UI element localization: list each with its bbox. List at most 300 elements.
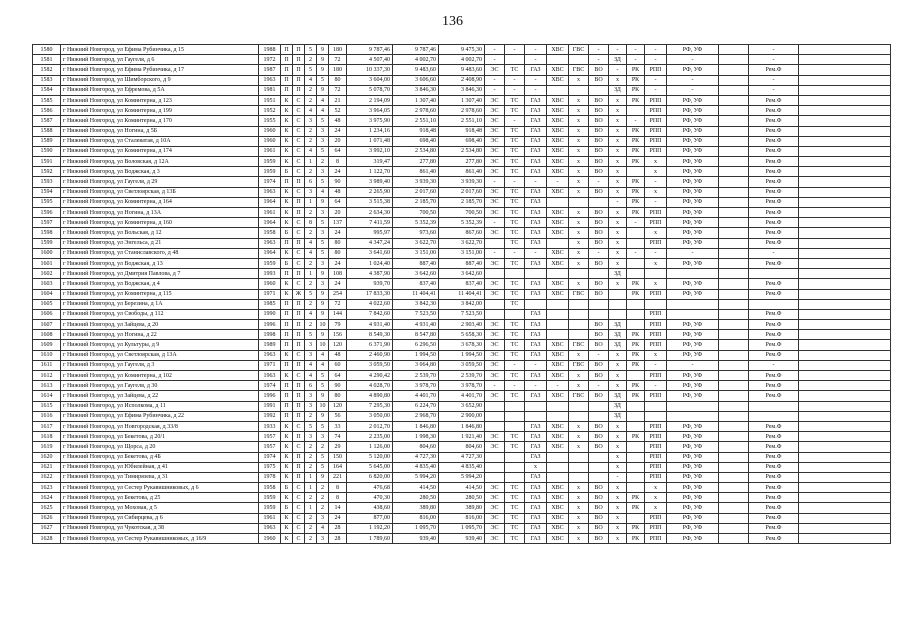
table-cell: ХВС: [547, 421, 569, 431]
table-cell: [569, 411, 589, 421]
table-cell: х: [645, 228, 667, 238]
table-cell: -: [749, 360, 799, 370]
table-cell: [799, 45, 891, 55]
table-cell: 3 641,60: [347, 248, 393, 258]
table-cell: Рем.Ф: [749, 116, 799, 126]
table-cell: К: [281, 248, 293, 258]
table-cell: 5 658,30: [439, 330, 485, 340]
table-cell: РФ, УФ: [667, 106, 719, 116]
table-cell: -: [627, 248, 645, 258]
table-cell: 3: [317, 126, 329, 136]
table-cell: 5: [317, 238, 329, 248]
table-cell: 4 931,40: [393, 320, 439, 330]
table-cell: Рем.Ф: [749, 65, 799, 75]
table-cell: 52: [329, 106, 347, 116]
page-number: 136: [442, 14, 463, 29]
table-cell: [719, 391, 749, 401]
table-cell: 1603: [33, 279, 61, 289]
table-cell: ТС: [505, 513, 525, 523]
table-cell: [719, 187, 749, 197]
table-cell: [627, 452, 645, 462]
table-cell: 816,00: [393, 513, 439, 523]
table-cell: 1961: [259, 208, 281, 218]
table-cell: ХВС: [547, 146, 569, 156]
table-cell: 1625: [33, 503, 61, 513]
table-cell: х: [609, 106, 627, 116]
table-cell: РФ, УФ: [667, 442, 719, 452]
table-cell: Рем.Ф: [749, 503, 799, 513]
table-row: [33, 146, 891, 156]
table-cell: 1608: [33, 330, 61, 340]
table-cell: 2 534,80: [393, 146, 439, 156]
table-cell: 1959: [259, 167, 281, 177]
table-cell: 7 295,30: [347, 401, 393, 411]
table-cell: 1963: [259, 371, 281, 381]
table-cell: РФ, УФ: [667, 391, 719, 401]
table-cell: г Нижний Новгород, ул Коминтерна, д 199: [61, 106, 259, 116]
table-cell: 1 998,30: [393, 432, 439, 442]
table-cell: -: [609, 472, 627, 482]
table-cell: -: [645, 55, 667, 65]
table-cell: -: [749, 75, 799, 85]
table-cell: [485, 401, 505, 411]
table-cell: ГАЗ: [525, 167, 547, 177]
table-cell: РПП: [645, 452, 667, 462]
table-cell: [627, 299, 645, 309]
table-cell: г Нижний Новгород, ул Щорса, д 20: [61, 442, 259, 452]
table-row: [33, 75, 891, 85]
table-cell: [799, 523, 891, 533]
table-cell: РК: [627, 289, 645, 299]
table-cell: [719, 177, 749, 187]
table-row: [33, 136, 891, 146]
table-cell: [719, 106, 749, 116]
table-cell: ХВС: [547, 350, 569, 360]
table-cell: [569, 55, 589, 65]
table-cell: РПП: [645, 136, 667, 146]
table-cell: 180: [329, 65, 347, 75]
table-cell: -: [589, 381, 609, 391]
table-cell: [719, 75, 749, 85]
table-cell: 1: [305, 157, 317, 167]
table-cell: Б: [281, 228, 293, 238]
table-cell: х: [569, 218, 589, 228]
table-row: [33, 493, 891, 503]
table-cell: г Нижний Новгород, ул Чукотская, д 38: [61, 523, 259, 533]
table-cell: 1 095,70: [439, 523, 485, 533]
table-cell: ХВС: [547, 483, 569, 493]
table-cell: [799, 228, 891, 238]
table-cell: х: [569, 432, 589, 442]
table-cell: ГАЗ: [525, 330, 547, 340]
table-cell: [799, 197, 891, 207]
table-cell: 698,40: [439, 136, 485, 146]
table-cell: [799, 340, 891, 350]
table-row: [33, 55, 891, 65]
table-cell: г Нижний Новгород, ул Воджская, д 13: [61, 258, 259, 268]
table-cell: х: [645, 279, 667, 289]
table-cell: 1582: [33, 65, 61, 75]
table-cell: х: [645, 483, 667, 493]
table-cell: ТС: [505, 289, 525, 299]
table-cell: 120: [329, 340, 347, 350]
table-cell: ВО: [589, 106, 609, 116]
table-cell: ВО: [589, 360, 609, 370]
table-cell: Рем.Ф: [749, 534, 799, 544]
table-cell: х: [569, 126, 589, 136]
table-cell: [569, 309, 589, 319]
table-cell: х: [609, 523, 627, 533]
table-cell: 1585: [33, 95, 61, 105]
table-cell: х: [569, 523, 589, 533]
table-cell: ГАЗ: [525, 503, 547, 513]
table-cell: 4: [305, 371, 317, 381]
table-cell: [589, 197, 609, 207]
table-cell: РК: [627, 350, 645, 360]
table-cell: 1959: [259, 503, 281, 513]
table-cell: [719, 299, 749, 309]
table-cell: г Нижний Новгород, ул Станиславского, д 48: [61, 248, 259, 258]
table-cell: х: [569, 503, 589, 513]
table-cell: -: [485, 248, 505, 258]
table-cell: ЗД: [609, 320, 627, 330]
table-cell: [667, 269, 719, 279]
table-cell: [505, 411, 525, 421]
table-cell: [627, 320, 645, 330]
table-cell: 1958: [259, 228, 281, 238]
table-cell: Рем.Ф: [749, 146, 799, 156]
table-cell: [547, 472, 569, 482]
table-cell: [667, 411, 719, 421]
table-cell: -: [589, 177, 609, 187]
table-cell: 254: [329, 289, 347, 299]
table-cell: ХВС: [547, 523, 569, 533]
table-cell: ВО: [589, 330, 609, 340]
table-cell: 2: [305, 85, 317, 95]
table-cell: ХВС: [547, 534, 569, 544]
table-cell: 2 551,10: [439, 116, 485, 126]
table-cell: 9: [317, 330, 329, 340]
table-cell: П: [281, 330, 293, 340]
table-cell: ГАЗ: [525, 340, 547, 350]
table-cell: 2 534,80: [439, 146, 485, 156]
table-cell: 1: [305, 503, 317, 513]
table-cell: РПП: [645, 534, 667, 544]
table-cell: РФ, УФ: [667, 116, 719, 126]
table-cell: 8 547,80: [393, 330, 439, 340]
table-cell: РК: [627, 146, 645, 156]
table-cell: [719, 309, 749, 319]
table-cell: 1 994,50: [439, 350, 485, 360]
table-cell: г Нижний Новгород, ул Воловская, д 12А: [61, 157, 259, 167]
table-cell: 2 539,70: [393, 371, 439, 381]
table-cell: ГАЗ: [525, 483, 547, 493]
table-cell: РФ, УФ: [667, 483, 719, 493]
table-cell: ТС: [505, 279, 525, 289]
table-cell: ГАЗ: [525, 136, 547, 146]
table-cell: ТС: [505, 228, 525, 238]
table-cell: [799, 157, 891, 167]
table-cell: 9: [317, 472, 329, 482]
table-cell: [485, 269, 505, 279]
table-cell: ЭС: [485, 371, 505, 381]
table-cell: 48: [329, 350, 347, 360]
table-cell: 28: [329, 534, 347, 544]
table-cell: [719, 65, 749, 75]
table-cell: [799, 218, 891, 228]
table-cell: 80: [329, 75, 347, 85]
table-cell: ХВС: [547, 167, 569, 177]
table-cell: 24: [329, 279, 347, 289]
table-cell: РФ, УФ: [667, 289, 719, 299]
table-cell: 8 549,30: [347, 330, 393, 340]
table-cell: [719, 534, 749, 544]
table-cell: Рем.Ф: [749, 513, 799, 523]
table-cell: х: [609, 208, 627, 218]
table-cell: РФ, УФ: [667, 258, 719, 268]
table-cell: 4 507,40: [347, 55, 393, 65]
table-cell: 918,48: [439, 126, 485, 136]
table-cell: 6 371,90: [347, 340, 393, 350]
table-cell: ВО: [589, 65, 609, 75]
table-cell: 1971: [259, 360, 281, 370]
table-cell: П: [293, 208, 305, 218]
table-cell: Рем.Ф: [749, 371, 799, 381]
table-cell: х: [609, 279, 627, 289]
table-cell: [719, 401, 749, 411]
table-cell: -: [667, 85, 719, 95]
table-cell: [799, 187, 891, 197]
table-cell: -: [505, 360, 525, 370]
table-cell: 1583: [33, 75, 61, 85]
table-cell: С: [293, 157, 305, 167]
table-cell: ТС: [505, 197, 525, 207]
table-cell: [719, 116, 749, 126]
table-cell: Рем.Ф: [749, 320, 799, 330]
table-cell: -: [485, 85, 505, 95]
table-row: [33, 177, 891, 187]
table-cell: РФ, УФ: [667, 513, 719, 523]
table-cell: 277,80: [393, 157, 439, 167]
table-cell: РПП: [645, 146, 667, 156]
table-cell: ТС: [505, 493, 525, 503]
table-cell: х: [569, 238, 589, 248]
table-cell: 2: [305, 208, 317, 218]
table-cell: П: [293, 452, 305, 462]
table-cell: [719, 95, 749, 105]
table-cell: 11 404,41: [393, 289, 439, 299]
table-cell: [719, 360, 749, 370]
table-cell: П: [281, 45, 293, 55]
table-cell: 3 604,00: [347, 75, 393, 85]
table-cell: ГАЗ: [525, 126, 547, 136]
table-cell: П: [293, 55, 305, 65]
table-cell: С: [293, 146, 305, 156]
table-cell: 4 028,70: [347, 381, 393, 391]
table-cell: [547, 309, 569, 319]
table-cell: [627, 421, 645, 431]
table-cell: ГАЗ: [525, 116, 547, 126]
table-cell: 1627: [33, 523, 61, 533]
table-cell: 6 820,00: [347, 472, 393, 482]
table-cell: Рем.Ф: [749, 523, 799, 533]
table-cell: [719, 421, 749, 431]
table-cell: ХВС: [547, 95, 569, 105]
table-cell: РФ, УФ: [667, 432, 719, 442]
table-cell: Рем.Ф: [749, 106, 799, 116]
table-cell: 56: [329, 411, 347, 421]
table-row: [33, 330, 891, 340]
table-cell: [645, 299, 667, 309]
table-cell: 3 975,90: [347, 116, 393, 126]
table-cell: 2: [305, 534, 317, 544]
table-cell: г Нижний Новгород, ул Свободы, д 112: [61, 309, 259, 319]
table-cell: [589, 452, 609, 462]
table-cell: [799, 126, 891, 136]
table-cell: ТС: [505, 320, 525, 330]
table-cell: П: [281, 299, 293, 309]
table-cell: Рем.Ф: [749, 157, 799, 167]
table-cell: ХВС: [547, 279, 569, 289]
table-cell: С: [293, 228, 305, 238]
table-cell: Рем.Ф: [749, 381, 799, 391]
table-cell: 1963: [259, 523, 281, 533]
table-cell: [569, 269, 589, 279]
table-cell: П: [293, 177, 305, 187]
table-cell: [505, 452, 525, 462]
table-cell: К: [281, 289, 293, 299]
table-cell: 2: [317, 493, 329, 503]
table-cell: РК: [627, 534, 645, 544]
table-cell: РК: [627, 208, 645, 218]
table-cell: ВО: [589, 391, 609, 401]
table-cell: Рем.Ф: [749, 218, 799, 228]
table-cell: 4: [317, 106, 329, 116]
table-cell: 1 095,70: [393, 523, 439, 533]
table-cell: ТС: [505, 340, 525, 350]
table-cell: [799, 299, 891, 309]
table-row: [33, 411, 891, 421]
table-cell: 1955: [259, 116, 281, 126]
table-cell: К: [281, 493, 293, 503]
table-cell: -: [485, 75, 505, 85]
table-cell: 1589: [33, 136, 61, 146]
table-cell: [627, 309, 645, 319]
table-cell: Рем.Ф: [749, 177, 799, 187]
table-cell: П: [293, 85, 305, 95]
table-cell: 4 401,70: [439, 391, 485, 401]
table-cell: ВО: [589, 442, 609, 452]
table-cell: х: [569, 146, 589, 156]
table-cell: ТС: [505, 503, 525, 513]
table-cell: 3: [317, 208, 329, 218]
table-cell: РК: [627, 85, 645, 95]
table-cell: х: [569, 483, 589, 493]
table-cell: РФ, УФ: [667, 462, 719, 472]
table-cell: 20: [329, 208, 347, 218]
table-cell: 700,50: [393, 208, 439, 218]
table-cell: К: [281, 146, 293, 156]
table-cell: 156: [329, 330, 347, 340]
table-cell: П: [293, 462, 305, 472]
table-row: [33, 116, 891, 126]
table-cell: РПП: [645, 218, 667, 228]
table-cell: [627, 106, 645, 116]
table-cell: 1974: [259, 381, 281, 391]
table-cell: 9: [317, 55, 329, 65]
table-cell: [485, 421, 505, 431]
table-cell: [667, 299, 719, 309]
table-row: [33, 340, 891, 350]
table-cell: К: [281, 462, 293, 472]
table-cell: [627, 258, 645, 268]
table-cell: ХВС: [547, 503, 569, 513]
table-cell: г Нижний Новгород, ул Коминтерна, д 123: [61, 95, 259, 105]
table-cell: -: [645, 85, 667, 95]
table-cell: 72: [329, 85, 347, 95]
table-cell: ЭС: [485, 228, 505, 238]
table-cell: П: [281, 401, 293, 411]
table-cell: РПП: [645, 238, 667, 248]
table-cell: С: [293, 106, 305, 116]
table-cell: [719, 432, 749, 442]
table-cell: -: [525, 55, 547, 65]
table-cell: 1952: [259, 106, 281, 116]
table-cell: РПП: [645, 513, 667, 523]
table-cell: 90: [329, 177, 347, 187]
table-cell: х: [569, 167, 589, 177]
table-cell: ЗД: [609, 411, 627, 421]
table-cell: [589, 472, 609, 482]
table-cell: 4 835,40: [439, 462, 485, 472]
table-cell: 80: [329, 391, 347, 401]
table-cell: К: [281, 126, 293, 136]
table-cell: РК: [627, 75, 645, 85]
table-cell: [505, 472, 525, 482]
table-cell: 973,60: [393, 228, 439, 238]
table-cell: 9 787,46: [347, 45, 393, 55]
housing-registry-table: [32, 44, 891, 544]
table-cell: 2: [305, 95, 317, 105]
table-cell: -: [525, 177, 547, 187]
table-cell: 2 185,70: [439, 197, 485, 207]
table-cell: 6: [305, 381, 317, 391]
table-cell: 939,40: [439, 534, 485, 544]
table-cell: х: [609, 167, 627, 177]
table-row: [33, 248, 891, 258]
table-cell: П: [281, 340, 293, 350]
table-cell: 4: [305, 106, 317, 116]
table-cell: г Нижний Новгород, ул Зайцева, д 22: [61, 391, 259, 401]
table-cell: К: [281, 534, 293, 544]
table-cell: 5: [317, 146, 329, 156]
table-cell: г Нижний Новгород, ул Бекетова, д 25: [61, 493, 259, 503]
table-cell: 64: [329, 146, 347, 156]
table-row: [33, 534, 891, 544]
table-cell: 1959: [259, 157, 281, 167]
table-cell: К: [281, 472, 293, 482]
table-cell: РФ, УФ: [667, 136, 719, 146]
table-cell: ЭС: [485, 432, 505, 442]
table-cell: ТС: [505, 350, 525, 360]
table-cell: П: [293, 238, 305, 248]
table-cell: [645, 401, 667, 411]
table-cell: г Нижний Новгород, ул Исполкома, д 11: [61, 401, 259, 411]
table-cell: 5: [317, 452, 329, 462]
table-cell: 221: [329, 472, 347, 482]
table-cell: Рем.Ф: [749, 472, 799, 482]
table-cell: 1971: [259, 289, 281, 299]
